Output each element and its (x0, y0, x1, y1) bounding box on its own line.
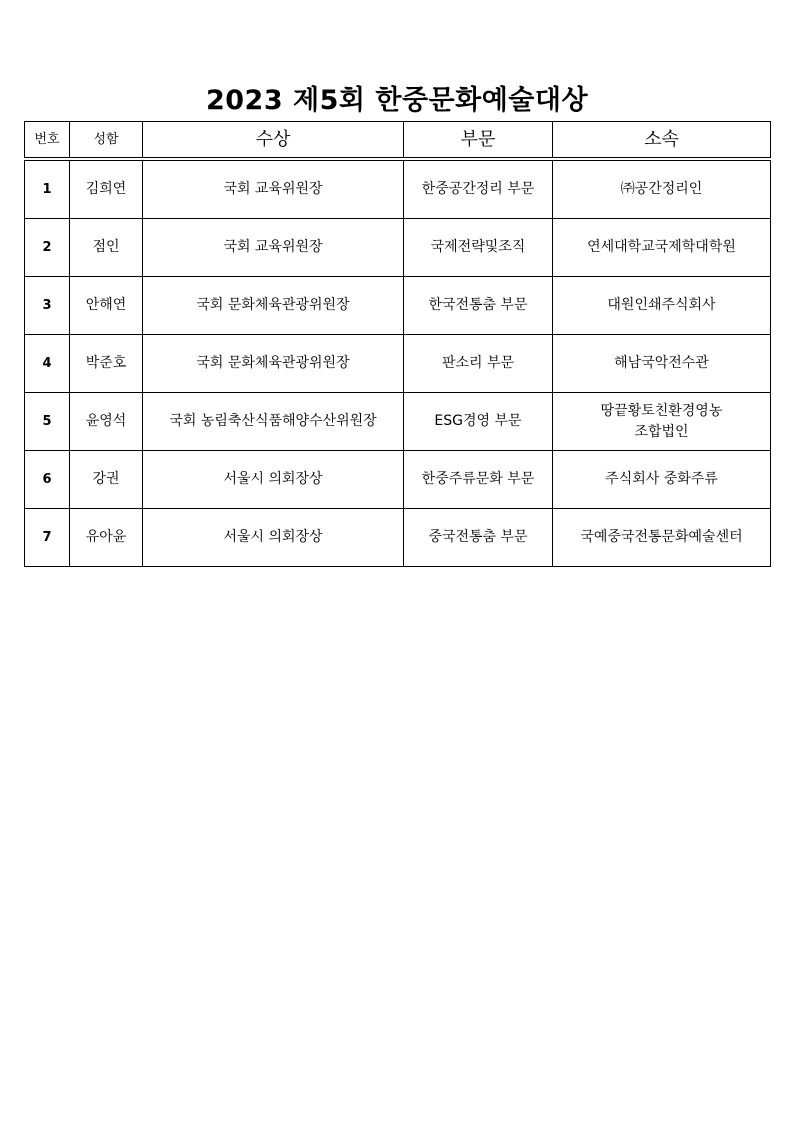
header-no: 번호 (25, 122, 70, 160)
table-row (25, 335, 771, 393)
cell-award: 국회 문화체육관광위원장 (143, 335, 404, 393)
cell-category: ESG경영 부문 (404, 393, 553, 451)
header-affiliation: 소속 (553, 122, 771, 160)
table-row (25, 277, 771, 335)
cell-award: 서울시 의회장상 (143, 451, 404, 509)
cell-no: 4 (25, 335, 70, 393)
cell-category: 한중주류문화 부문 (404, 451, 553, 509)
cell-no: 6 (25, 451, 70, 509)
cell-category: 국제전략및조직 (404, 219, 553, 277)
table-header-row (25, 122, 771, 160)
table-row (25, 393, 771, 451)
cell-category: 판소리 부문 (404, 335, 553, 393)
header-name: 성함 (70, 122, 143, 160)
cell-name: 안해연 (70, 277, 143, 335)
cell-name: 윤영석 (70, 393, 143, 451)
cell-name: 유아윤 (70, 509, 143, 567)
cell-award: 국회 교육위원장 (143, 219, 404, 277)
header-award: 수상 (143, 122, 404, 160)
cell-affiliation: 해남국악전수관 (553, 335, 771, 393)
cell-no: 5 (25, 393, 70, 451)
cell-award: 국회 농림축산식품해양수산위원장 (143, 393, 404, 451)
award-table (24, 121, 771, 567)
table-row (25, 159, 771, 219)
cell-award: 서울시 의회장상 (143, 509, 404, 567)
cell-category: 한중공간정리 부문 (404, 159, 553, 219)
cell-affiliation: 대원인쇄주식회사 (553, 277, 771, 335)
cell-name: 점인 (70, 219, 143, 277)
cell-no: 1 (25, 159, 70, 219)
cell-no: 2 (25, 219, 70, 277)
table-row (25, 451, 771, 509)
cell-award: 국회 문화체육관광위원장 (143, 277, 404, 335)
cell-no: 7 (25, 509, 70, 567)
page-title: 2023 제5회 한중문화예술대상 (205, 85, 589, 116)
table-row (25, 219, 771, 277)
cell-affiliation: 국예중국전통문화예술센터 (553, 509, 771, 567)
header-category: 부문 (404, 122, 553, 160)
cell-category: 한국전통춤 부문 (404, 277, 553, 335)
cell-affiliation: 주식회사 중화주류 (553, 451, 771, 509)
cell-category: 중국전통춤 부문 (404, 509, 553, 567)
cell-affiliation: ㈜공간정리인 (553, 159, 771, 219)
cell-affiliation: 땅끝황토친환경영농 조합법인 (553, 393, 771, 451)
cell-affiliation: 연세대학교국제학대학원 (553, 219, 771, 277)
cell-award: 국회 교육위원장 (143, 159, 404, 219)
cell-name: 강권 (70, 451, 143, 509)
table-row (25, 509, 771, 567)
cell-no: 3 (25, 277, 70, 335)
cell-name: 박준호 (70, 335, 143, 393)
cell-name: 김희연 (70, 159, 143, 219)
